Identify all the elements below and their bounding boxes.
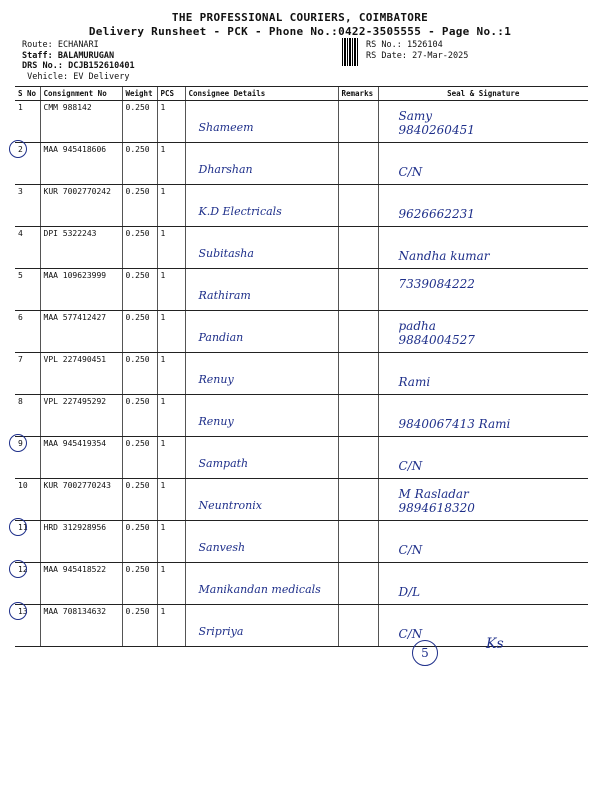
row-consignee-cell — [185, 521, 338, 563]
row-consignee-cell — [185, 227, 338, 269]
row-pcs: 1 — [157, 479, 185, 521]
row-consignee: Renuy — [198, 373, 234, 386]
row-signature-line2: Rami — [398, 375, 431, 389]
row-signature-line2: C/N — [398, 459, 423, 473]
table-row — [15, 479, 588, 521]
row-signature-cell — [378, 521, 588, 563]
count-circle — [412, 640, 438, 666]
col-pcs: PCS — [157, 87, 185, 101]
row-circle-mark — [9, 518, 27, 536]
row-sno: 7 — [15, 353, 40, 395]
rs-no-value: 1526104 — [406, 40, 443, 50]
row-consignee-cell — [185, 311, 338, 353]
row-signature-line2: C/N — [398, 627, 423, 641]
row-weight: 0.250 — [122, 143, 157, 185]
row-remarks — [338, 479, 378, 521]
row-signature-line1: M Rasladar — [398, 487, 469, 501]
col-consignment: Consignment No — [40, 87, 122, 101]
row-circle-mark — [9, 140, 27, 158]
row-sno: 12 — [15, 563, 40, 605]
row-pcs: 1 — [157, 311, 185, 353]
row-pcs: 1 — [157, 101, 185, 143]
row-sno: 1 — [15, 101, 40, 143]
table-row — [15, 521, 588, 563]
row-circle-mark — [9, 602, 27, 620]
row-remarks — [338, 143, 378, 185]
row-signature-cell — [378, 269, 588, 311]
row-pcs: 1 — [157, 605, 185, 647]
row-signature-line2: 9884004527 — [398, 333, 475, 347]
row-remarks — [338, 521, 378, 563]
row-sno: 4 — [15, 227, 40, 269]
row-signature-line1: Samy — [398, 109, 433, 123]
row-signature-line2: 9840260451 — [398, 123, 475, 137]
row-weight: 0.250 — [122, 101, 157, 143]
col-signature: Seal & Signature — [378, 87, 588, 101]
row-pcs: 1 — [157, 563, 185, 605]
row-consignee: Sripriya — [198, 625, 244, 638]
table-row — [15, 269, 588, 311]
row-signature-line2: Nandha kumar — [398, 249, 490, 263]
row-pcs: 1 — [157, 521, 185, 563]
row-weight: 0.250 — [122, 395, 157, 437]
row-signature-cell — [378, 437, 588, 479]
company-title: THE PROFESSIONAL COURIERS, COIMBATORE — [171, 11, 429, 24]
vehicle-line: Vehicle: EV Delivery — [27, 71, 130, 82]
row-signature-cell — [378, 353, 588, 395]
row-consignee: K.D Electricals — [198, 205, 282, 218]
row-signature-line1: padha — [398, 319, 436, 333]
runsheet-title: Delivery Runsheet - PCK - Phone No.:0422-3505555 - Page No.:1 — [88, 25, 512, 38]
row-signature-cell — [378, 101, 588, 143]
row-consignee-cell — [185, 395, 338, 437]
row-consignment-no: CMM 988142 — [40, 101, 122, 143]
row-consignee-cell — [185, 185, 338, 227]
row-consignment-no: VPL 227490451 — [40, 353, 122, 395]
row-consignee: Subitasha — [198, 247, 254, 260]
row-consignee-cell — [185, 269, 338, 311]
row-signature-line2: D/L — [398, 585, 421, 599]
row-pcs: 1 — [157, 437, 185, 479]
row-remarks — [338, 437, 378, 479]
row-sno: 9 — [15, 437, 40, 479]
row-weight: 0.250 — [122, 311, 157, 353]
row-consignment-no: MAA 945418522 — [40, 563, 122, 605]
row-sno: 13 — [15, 605, 40, 647]
row-signature-cell — [378, 143, 588, 185]
row-consignee: Rathiram — [198, 289, 251, 302]
row-circle-mark — [9, 560, 27, 578]
handwritten-initials: Ks — [486, 636, 504, 652]
row-consignee-cell — [185, 605, 338, 647]
vehicle-value: EV Delivery — [73, 71, 130, 82]
row-sno: 2 — [15, 143, 40, 185]
table-row — [15, 185, 588, 227]
row-remarks — [338, 395, 378, 437]
row-signature-line2: 9894618320 — [398, 501, 475, 515]
staff-line: Staff: BALAMURUGAN — [22, 50, 115, 61]
table-row — [15, 101, 588, 143]
row-consignment-no: MAA 109623999 — [40, 269, 122, 311]
row-remarks — [338, 185, 378, 227]
row-consignee: Sampath — [198, 457, 249, 470]
row-consignment-no: KUR 7002770242 — [40, 185, 122, 227]
row-consignee: Renuy — [198, 415, 234, 428]
row-sno: 3 — [15, 185, 40, 227]
row-consignment-no: MAA 945418606 — [40, 143, 122, 185]
row-consignee-cell — [185, 353, 338, 395]
row-weight: 0.250 — [122, 353, 157, 395]
row-consignment-no: MAA 708134632 — [40, 605, 122, 647]
barcode — [342, 38, 358, 66]
col-remarks: Remarks — [338, 87, 378, 101]
row-consignment-no: MAA 577412427 — [40, 311, 122, 353]
row-sno: 5 — [15, 269, 40, 311]
row-signature-cell — [378, 311, 588, 353]
row-circle-mark — [9, 434, 27, 452]
col-sno: S No — [15, 87, 40, 101]
staff-value: BALAMURUGAN — [57, 50, 115, 61]
row-weight: 0.250 — [122, 605, 157, 647]
drs-line: DRS No.: DCJB152610401 — [22, 61, 135, 71]
drs-value: DCJB152610401 — [68, 61, 135, 71]
row-consignee-cell — [185, 437, 338, 479]
col-consignee: Consignee Details — [185, 87, 338, 101]
row-signature-cell — [378, 395, 588, 437]
row-signature-cell — [378, 227, 588, 269]
row-weight: 0.250 — [122, 521, 157, 563]
row-consignee: Manikandan medicals — [198, 583, 321, 596]
row-weight: 0.250 — [122, 479, 157, 521]
rs-date-value: 27-Mar-2025 — [412, 50, 469, 61]
rs-date-line: RS Date: 27-Mar-2025 — [366, 50, 469, 61]
row-pcs: 1 — [157, 185, 185, 227]
table-row — [15, 143, 588, 185]
row-consignee: Sanvesh — [198, 541, 246, 554]
row-remarks — [338, 353, 378, 395]
row-weight: 0.250 — [122, 269, 157, 311]
table-row — [15, 353, 588, 395]
row-signature-cell — [378, 479, 588, 521]
row-consignment-no: KUR 7002770243 — [40, 479, 122, 521]
row-weight: 0.250 — [122, 185, 157, 227]
row-signature-line2: 9626662231 — [398, 207, 475, 221]
row-signature-line2: 9840067413 Rami — [398, 417, 511, 431]
runsheet-table — [15, 86, 588, 647]
row-remarks — [338, 227, 378, 269]
row-pcs: 1 — [157, 353, 185, 395]
col-weight: Weight — [122, 87, 157, 101]
row-consignment-no: DPI 5322243 — [40, 227, 122, 269]
row-signature-line2: C/N — [398, 543, 423, 557]
row-consignment-no: HRD 312928956 — [40, 521, 122, 563]
row-signature-cell — [378, 185, 588, 227]
table-header-row — [15, 87, 588, 101]
row-sno: 8 — [15, 395, 40, 437]
table-row — [15, 563, 588, 605]
table-row — [15, 311, 588, 353]
row-pcs: 1 — [157, 269, 185, 311]
row-consignment-no: VPL 227495292 — [40, 395, 122, 437]
row-weight: 0.250 — [122, 563, 157, 605]
row-consignee: Neuntronix — [198, 499, 262, 512]
row-remarks — [338, 269, 378, 311]
route-value: ECHANARI — [57, 40, 99, 50]
row-consignee-cell — [185, 143, 338, 185]
row-remarks — [338, 563, 378, 605]
row-signature-line1: 7339084222 — [398, 277, 475, 291]
row-consignment-no: MAA 945419354 — [40, 437, 122, 479]
row-sno: 11 — [15, 521, 40, 563]
row-weight: 0.250 — [122, 227, 157, 269]
route-line: Route: ECHANARI — [22, 40, 99, 50]
row-sno: 6 — [15, 311, 40, 353]
row-remarks — [338, 311, 378, 353]
row-consignee: Dharshan — [198, 163, 253, 176]
table-row — [15, 227, 588, 269]
table-row — [15, 395, 588, 437]
row-remarks — [338, 101, 378, 143]
rs-no-line: RS No.: 1526104 — [366, 40, 443, 50]
row-signature-cell — [378, 563, 588, 605]
row-pcs: 1 — [157, 395, 185, 437]
meta-right — [366, 40, 468, 61]
row-consignee-cell — [185, 479, 338, 521]
row-weight: 0.250 — [122, 437, 157, 479]
row-consignee-cell — [185, 563, 338, 605]
table-row — [15, 437, 588, 479]
row-consignee: Pandian — [198, 331, 244, 344]
row-sno: 10 — [15, 479, 40, 521]
row-consignee-cell — [185, 101, 338, 143]
row-pcs: 1 — [157, 227, 185, 269]
row-remarks — [338, 605, 378, 647]
row-consignee: Shameem — [198, 121, 254, 134]
circled-count: 5 — [421, 646, 429, 660]
row-signature-cell — [378, 605, 588, 647]
meta-left — [22, 40, 135, 82]
row-signature-line2: C/N — [398, 165, 423, 179]
row-pcs: 1 — [157, 143, 185, 185]
